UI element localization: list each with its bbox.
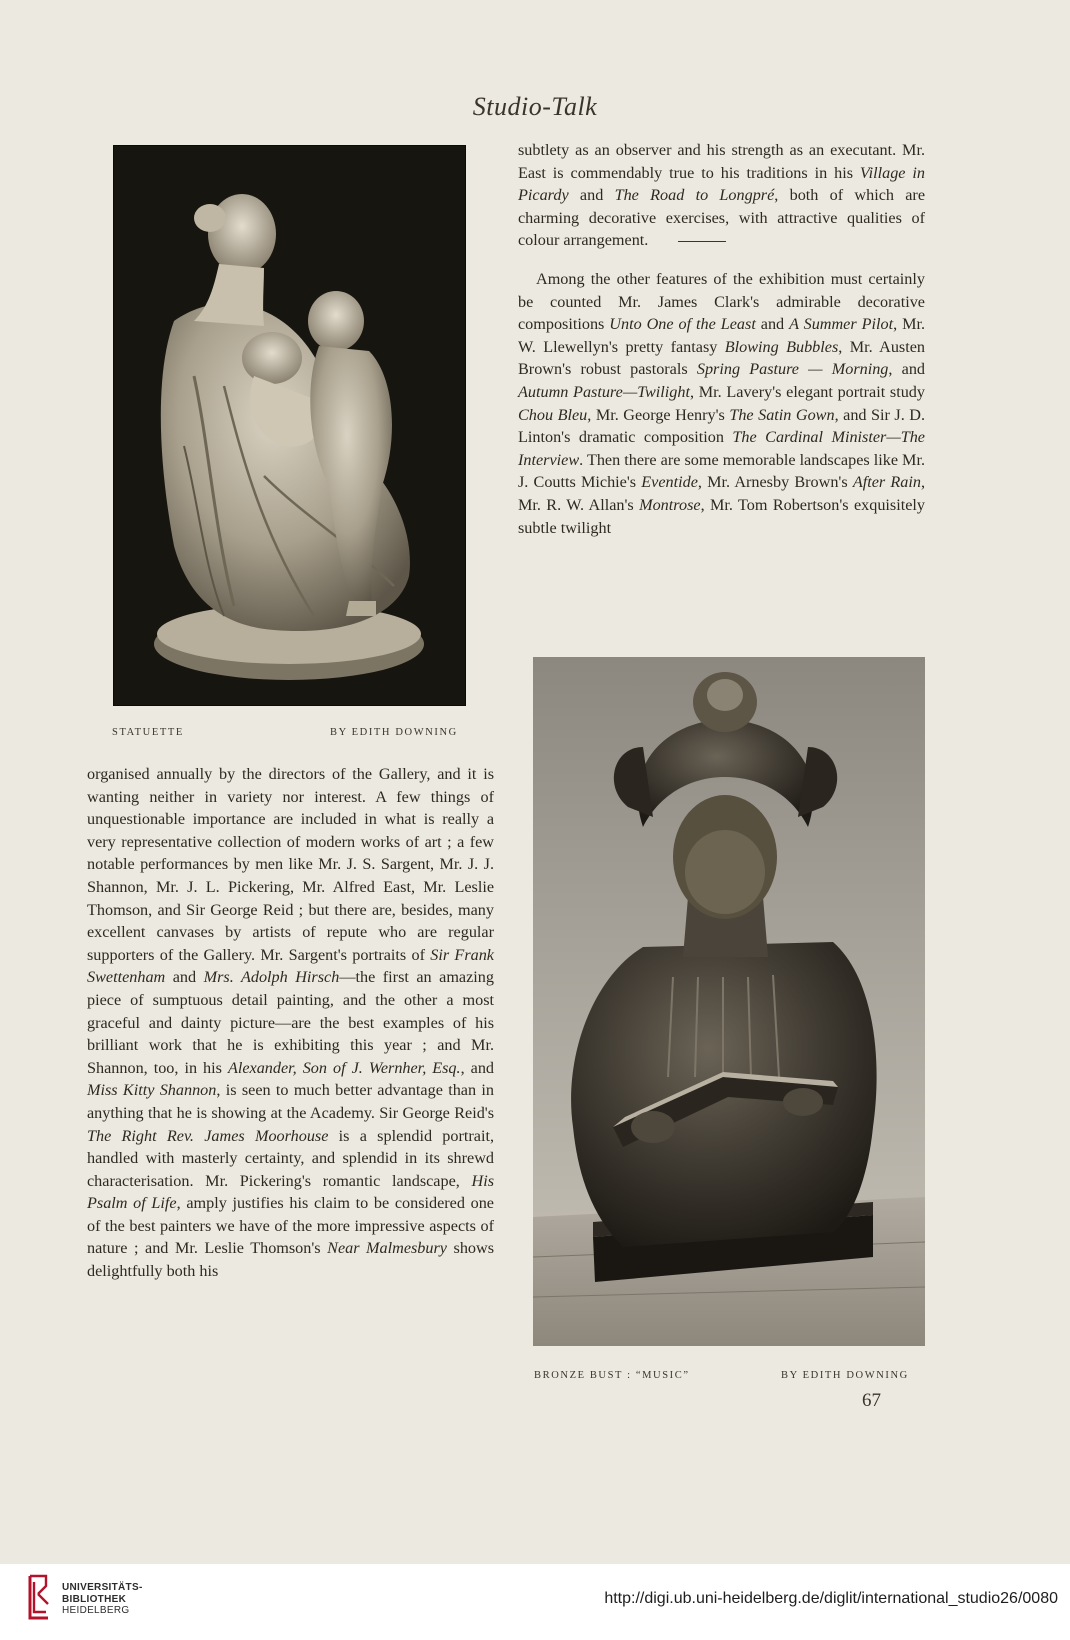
bust-caption-artist: BY EDITH DOWNING	[781, 1370, 909, 1381]
text-run: , is seen to much better advantage than in anything that he is showing at the Academy. Sir George Reid's	[87, 1081, 494, 1122]
statuette-illustration	[114, 146, 466, 706]
page-number: 67	[862, 1390, 881, 1411]
artwork-title: Spring Pasture — Morning	[696, 360, 889, 379]
right-column-text	[518, 139, 925, 539]
artwork-title: Near Malmesbury	[327, 1239, 447, 1258]
text-run: and	[165, 968, 204, 987]
artwork-title: Blowing Bubbles	[724, 337, 839, 356]
running-head: Studio-Talk	[472, 92, 598, 121]
paragraph	[87, 763, 494, 1283]
text-run: and	[755, 315, 790, 334]
text-run: organised annually by the directors of the Gallery, and it is wanting neither in variety nor interest. A few things of unquestionable importance are included in what is really a very representative collection of modern works of art ; a few notable performances by men like Mr. J. S. Sargent, Mr. J. J. Shannon, Mr. J. L. Pickering, Mr. Alfred East, Mr. Leslie Thomson, and Sir George Reid ; but there are, besides, many excellent canvases by artists of repute who are regular supporters of the Gallery. Mr. Sargent's portraits of	[87, 765, 494, 964]
artwork-title: Sir Frank Swettenham	[87, 945, 494, 987]
text-run: , both of which are charming decorative exercises, with attractive qualities of colour arrangement.	[518, 186, 926, 250]
source-url-link[interactable]: http://digi.ub.uni-heidelberg.de/diglit/international_studio26/0080	[604, 1590, 1058, 1607]
text-run: , amply justifies his claim to be considered one of the best painters we have of the more impressive aspects of nature ; and Mr. Leslie Thomson's	[87, 1194, 494, 1258]
artwork-title: Chou Bleu	[518, 405, 588, 424]
section-divider	[678, 241, 726, 242]
text-run: shows delightfully both his	[87, 1239, 495, 1281]
text-run: and	[568, 186, 615, 205]
artwork-title: The Cardinal Minister—The Interview	[518, 428, 925, 469]
text-run: , Mr. Lavery's elegant portrait study	[689, 382, 925, 401]
artwork-title: The Right Rev. James Moorhouse	[87, 1126, 329, 1145]
text-run: , Mr. W. Llewellyn's pretty fantasy	[518, 315, 925, 356]
artwork-title: Miss Kitty Shannon	[87, 1081, 217, 1100]
text-run: , Mr. Austen Brown's robust pastorals	[518, 337, 925, 379]
library-logo-icon	[24, 1572, 54, 1626]
artwork-title: Eventide	[641, 473, 698, 492]
text-run: , and	[460, 1058, 495, 1077]
artwork-title: Mrs. Adolph Hirsch	[203, 968, 340, 987]
library-name	[62, 1582, 143, 1617]
artwork-title: The Road to Longpré	[614, 186, 775, 205]
text-run: —the first an amazing piece of sumptuous detail painting, and the other a most graceful and dainty picture—are the best examples of his brilliant work that he is exhibiting this year ; and Mr. Shannon, too, in his	[87, 968, 494, 1077]
bust-caption-title: BRONZE BUST : “MUSIC”	[534, 1370, 690, 1381]
bronze-bust-illustration	[533, 657, 925, 1346]
left-column-text	[87, 763, 494, 1283]
artwork-title: A Summer Pilot	[789, 315, 894, 334]
library-name-line: HEIDELBERG	[62, 1605, 130, 1616]
text-run: Among the other features of the exhibition must certainly be counted Mr. James Clark's admirable decorative compositions	[518, 269, 925, 334]
artwork-title: The Satin Gown	[729, 405, 835, 424]
bronze-bust-photograph	[533, 657, 925, 1346]
statuette-caption-title: STATUETTE	[112, 727, 184, 738]
text-run: subtlety as an observer and his strength as an executant. Mr. East is commendably true to his traditions in his	[518, 141, 925, 182]
library-name-line: UNIVERSITÄTS-	[62, 1582, 143, 1593]
statuette-caption-artist: BY EDITH DOWNING	[330, 727, 458, 738]
statuette-photograph	[113, 145, 466, 706]
text-run: , Mr. Tom Robertson's exquisitely subtle twilight	[518, 495, 925, 537]
text-run: is a splendid portrait, handled with masterly certainty, and splendid in its shrewd characterisation. Mr. Pickering's romantic landscape,	[87, 1126, 494, 1190]
paragraph	[518, 268, 925, 539]
artwork-title: After Rain	[852, 473, 921, 492]
artwork-title: Unto One of the Least	[609, 315, 756, 334]
artwork-title: Alexander, Son of J. Wernher, Esq.	[227, 1058, 461, 1077]
text-run: , Mr. Arnesby Brown's	[697, 473, 853, 492]
text-run: . Then there are some memorable landscapes like Mr. J. Coutts Michie's	[518, 450, 925, 492]
artwork-title: Village in Picardy	[518, 163, 925, 205]
text-run: , and	[888, 360, 926, 379]
artwork-title: Montrose	[639, 495, 701, 514]
text-run: , and Sir J. D. Linton's dramatic composition	[518, 405, 926, 447]
text-run: , Mr. George Henry's	[587, 405, 730, 424]
library-name-line: BIBLIOTHEK	[62, 1593, 127, 1605]
text-run: , Mr. R. W. Allan's	[518, 473, 925, 514]
paragraph	[518, 139, 925, 252]
artwork-title: His Psalm of Life	[87, 1171, 494, 1213]
artwork-title: Autumn Pasture—Twilight	[518, 382, 690, 401]
